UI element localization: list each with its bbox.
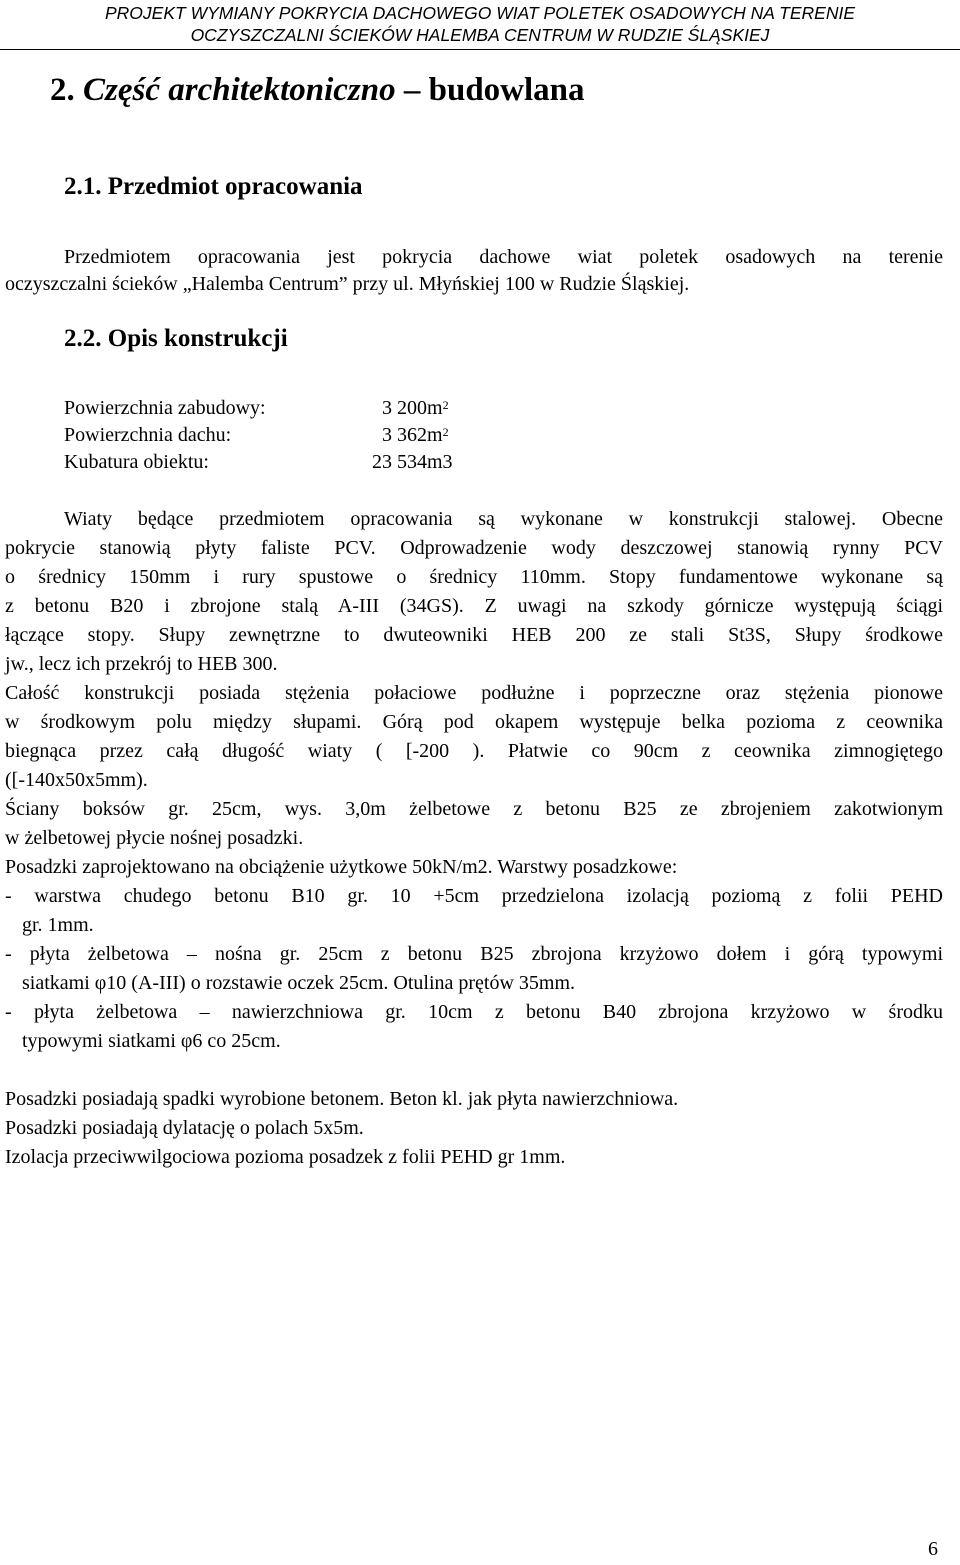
body-line: Ściany boksów gr. 25cm, wys. 3,0m żelbetowe z betonu B25 ze zbrojeniem zakotwionym (5, 798, 943, 820)
header-line-2: OCZYSZCZALNI ŚCIEKÓW HALEMBA CENTRUM W RUDZIE ŚLĄSKIEJ (190, 25, 770, 45)
intro-line-2: oczyszczalni ścieków „Halemba Centrum” przy ul. Młyńskiej 100 w Rudzie Śląskiej. (5, 273, 690, 295)
body-line: w środkowym polu między słupami. Górą pod okapem występuje belka pozioma z ceownika (5, 711, 943, 733)
body-line: typowymi siatkami φ6 co 25cm. (22, 1030, 281, 1052)
body-line: łączące stopy. Słupy zewnętrzne to dwuteowniki HEB 200 ze stali St3S, Słupy środkowe (5, 624, 943, 646)
paragraph-gap (5, 1056, 943, 1085)
header-divider (0, 49, 960, 50)
param-label: Kubatura obiektu: (64, 451, 209, 473)
body-line: - płyta żelbetowa – nośna gr. 25cm z betonu B25 zbrojona krzyżowo dołem i górą typowymi (5, 943, 943, 965)
body-line: jw., lecz ich przekrój to HEB 300. (5, 653, 278, 675)
subsection-heading-2-1: 2.1. Przedmiot opracowania (64, 173, 363, 200)
page-header (0, 0, 960, 46)
body-line: Posadzki posiadają spadki wyrobione betonem. Beton kl. jak płyta nawierzchniowa. (5, 1088, 679, 1110)
body-line: z betonu B20 i zbrojone stalą A-III (34GS). Z uwagi na szkody górnicze występują ściągi (5, 595, 943, 617)
section-title-italic: Część architektoniczno (83, 72, 396, 108)
param-value: 3 $200m^2$ (382, 397, 449, 419)
body-line: Izolacja przeciwwilgociowa pozioma posadzek z folii PEHD gr 1mm. (5, 1146, 566, 1168)
param-label: Powierzchnia dachu: (64, 424, 232, 446)
page-number: 6 (928, 1538, 938, 1560)
param-value: 23 534m3 (372, 451, 453, 473)
description-body (5, 505, 943, 1172)
intro-line-1: Przedmiotem opracowania jest pokrycia dachowe wiat poletek osadowych na terenie (64, 246, 943, 268)
section-title (50, 72, 585, 109)
body-line: Wiaty będące przedmiotem opracowania są wykonane w konstrukcji stalowej. Obecne (64, 508, 943, 530)
body-line: gr. 1mm. (22, 914, 94, 936)
param-value: 3 $362m^2$ (382, 424, 449, 446)
header-line-1: PROJEKT WYMIANY POKRYCIA DACHOWEGO WIAT POLETEK OSADOWYCH NA TERENIE (105, 3, 855, 23)
param-label: Powierzchnia zabudowy: (64, 397, 266, 419)
body-line: Całość konstrukcji posiada stężenia połaciowe podłużne i poprzeczne oraz stężenia pionowe (5, 682, 943, 704)
body-line: Posadzki zaprojektowano na obciążenie użytkowe 50kN/m2. Warstwy posadzkowe: (5, 856, 678, 878)
body-line: Posadzki posiadają dylatację o polach 5x5m. (5, 1117, 364, 1139)
body-line: w żelbetowej płycie nośnej posadzki. (5, 827, 304, 849)
body-line: - warstwa chudego betonu B10 gr. 10 +5cm przedzielona izolacją poziomą z folii PEHD (5, 885, 943, 907)
subsection-heading-2-2: 2.2. Opis konstrukcji (64, 325, 288, 352)
body-line: - płyta żelbetowa – nawierzchniowa gr. 10cm z betonu B40 zbrojona krzyżowo w środku (5, 1001, 943, 1023)
intro-paragraph (5, 244, 943, 298)
body-line: siatkami φ10 (A-III) o rozstawie oczek 25cm. Otulina prętów 35mm. (22, 972, 576, 994)
body-line: pokrycie stanowią płyty faliste PCV. Odprowadzenie wody deszczowej stanowią rynny PCV (5, 537, 943, 559)
body-line: ([-140x50x5mm). (5, 769, 148, 791)
section-number: 2. (50, 72, 75, 108)
body-line: biegnąca przez całą długość wiaty ( [-200 ). Płatwie co 90cm z ceownika zimnogiętego (5, 740, 943, 762)
body-line: o średnicy 150mm i rury spustowe o średnicy 110mm. Stopy fundamentowe wykonane są (5, 566, 943, 588)
section-title-rest: – budowlana (403, 72, 585, 108)
